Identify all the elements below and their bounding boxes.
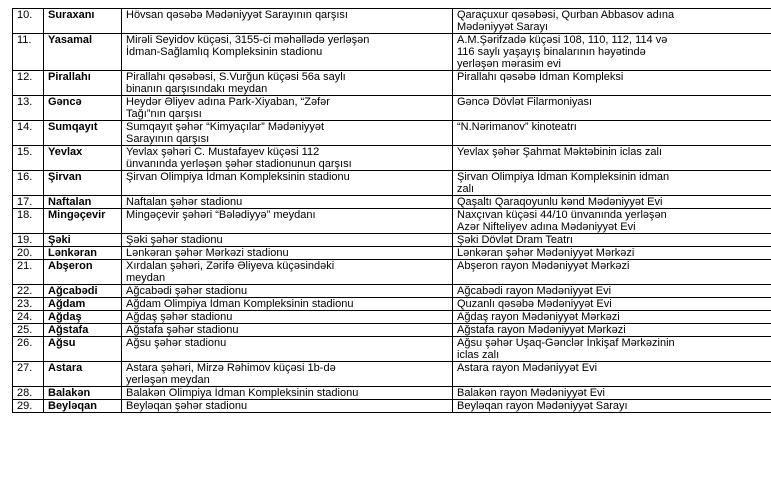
indoor-venue-cell: “N.Nərimanov” kinoteatrı — [453, 121, 771, 146]
indoor-venue-cell: Qaşaltı Qaraqoyunlu kənd Mədəniyyət Evi — [453, 196, 771, 209]
table-row — [13, 9, 771, 34]
city-name-cell: Astara — [44, 362, 122, 387]
city-name-cell: Ağdam — [44, 298, 122, 311]
city-name-cell: Beyləqan — [44, 400, 122, 413]
rally-place-cell: Sumqayıt şəhər “Kimyaçılar” Mədəniyyət Sarayının qarşısı — [122, 121, 453, 146]
table-row — [13, 324, 771, 337]
city-name-cell: Yasamal — [44, 34, 122, 71]
row-number-cell: 28. — [13, 387, 44, 400]
city-name-cell: Balakən — [44, 387, 122, 400]
row-number-cell: 22. — [13, 285, 44, 298]
rally-place-cell: Şirvan Olimpiya İdman Kompleksinin stadionu — [122, 171, 453, 196]
indoor-venue-cell: Ağcabədi rayon Mədəniyyət Evi — [453, 285, 771, 298]
row-number-cell: 15. — [13, 146, 44, 171]
table-row — [13, 71, 771, 96]
rally-place-cell: Mirəli Seyidov küçəsi, 3155-ci məhəllədə yerləşən İdman-Sağlamlıq Kompleksinin stadionu — [122, 34, 453, 71]
city-name-cell: Ağsu — [44, 337, 122, 362]
indoor-venue-cell: Beyləqan rayon Mədəniyyət Sarayı — [453, 400, 771, 413]
rally-place-cell: Lənkəran şəhər Mərkəzi stadionu — [122, 247, 453, 260]
rally-place-cell: Beyləqan şəhər stadionu — [122, 400, 453, 413]
city-name-cell: Lənkəran — [44, 247, 122, 260]
city-name-cell: Ağstafa — [44, 324, 122, 337]
city-name-cell: Gəncə — [44, 96, 122, 121]
row-number-cell: 13. — [13, 96, 44, 121]
table-row — [13, 362, 771, 387]
indoor-venue-cell: Astara rayon Mədəniyyət Evi — [453, 362, 771, 387]
city-name-cell: Şəki — [44, 234, 122, 247]
rally-place-cell: Astara şəhəri, Mirzə Rəhimov küçəsi 1b-də yerləşən meydan — [122, 362, 453, 387]
indoor-venue-cell: Qaraçuxur qəsəbəsi, Qurban Abbasov adına Mədəniyyət Sarayı — [453, 9, 771, 34]
rally-place-cell: Mingəçevir şəhəri “Bələdiyyə” meydanı — [122, 209, 453, 234]
table-row — [13, 337, 771, 362]
row-number-cell: 16. — [13, 171, 44, 196]
row-number-cell: 26. — [13, 337, 44, 362]
indoor-venue-cell: Quzanlı qəsəbə Mədəniyyət Evi — [453, 298, 771, 311]
city-name-cell: Yevlax — [44, 146, 122, 171]
table-row — [13, 96, 771, 121]
row-number-cell: 19. — [13, 234, 44, 247]
city-name-cell: Naftalan — [44, 196, 122, 209]
indoor-venue-cell: Balakən rayon Mədəniyyət Evi — [453, 387, 771, 400]
table-row — [13, 146, 771, 171]
indoor-venue-cell: Yevlax şəhər Şahmat Məktəbinin iclas zalı — [453, 146, 771, 171]
indoor-venue-cell: Gəncə Dövlət Filarmoniyası — [453, 96, 771, 121]
row-number-cell: 25. — [13, 324, 44, 337]
city-name-cell: Abşeron — [44, 260, 122, 285]
venues-table-body — [13, 9, 771, 413]
rally-place-cell: Xırdalan şəhəri, Zərifə Əliyeva küçəsindəki meydan — [122, 260, 453, 285]
rally-place-cell: Heydər Əliyev adına Park-Xiyaban, “Zəfər Tağı”nın qarşısı — [122, 96, 453, 121]
indoor-venue-cell: Abşeron rayon Mədəniyyət Mərkəzi — [453, 260, 771, 285]
rally-place-cell: Ağdam Olimpiya İdman Kompleksinin stadionu — [122, 298, 453, 311]
city-name-cell: Şirvan — [44, 171, 122, 196]
indoor-venue-cell: A.M.Şərifzadə küçəsi 108, 110, 112, 114 və 116 saylı yaşayış binalarının həyətində yerləşən mərasim evi — [453, 34, 771, 71]
rally-place-cell: Şəki şəhər stadionu — [122, 234, 453, 247]
indoor-venue-cell: Ağstafa rayon Mədəniyyət Mərkəzi — [453, 324, 771, 337]
row-number-cell: 17. — [13, 196, 44, 209]
rally-place-cell: Balakən Olimpiya İdman Kompleksinin stadionu — [122, 387, 453, 400]
table-row — [13, 171, 771, 196]
table-row — [13, 121, 771, 146]
city-name-cell: Suraxanı — [44, 9, 122, 34]
rally-place-cell: Naftalan şəhər stadionu — [122, 196, 453, 209]
table-row — [13, 247, 771, 260]
row-number-cell: 11. — [13, 34, 44, 71]
row-number-cell: 18. — [13, 209, 44, 234]
rally-place-cell: Ağdaş şəhər stadionu — [122, 311, 453, 324]
rally-place-cell: Ağstafa şəhər stadionu — [122, 324, 453, 337]
table-row — [13, 196, 771, 209]
city-name-cell: Pirallahı — [44, 71, 122, 96]
rally-place-cell: Pirallahı qəsəbəsi, S.Vurğun küçəsi 56a saylı binanın qarşısındakı meydan — [122, 71, 453, 96]
indoor-venue-cell: Ağdaş rayon Mədəniyyət Mərkəzi — [453, 311, 771, 324]
indoor-venue-cell: Lənkəran şəhər Mədəniyyət Mərkəzi — [453, 247, 771, 260]
row-number-cell: 20. — [13, 247, 44, 260]
row-number-cell: 12. — [13, 71, 44, 96]
row-number-cell: 10. — [13, 9, 44, 34]
city-name-cell: Ağdaş — [44, 311, 122, 324]
indoor-venue-cell: Şəki Dövlət Dram Teatrı — [453, 234, 771, 247]
venues-table — [12, 8, 771, 413]
indoor-venue-cell: Pirallahı qəsəbə İdman Kompleksi — [453, 71, 771, 96]
row-number-cell: 14. — [13, 121, 44, 146]
rally-place-cell: Ağcabədi şəhər stadionu — [122, 285, 453, 298]
table-row — [13, 400, 771, 413]
table-row — [13, 387, 771, 400]
table-row — [13, 311, 771, 324]
row-number-cell: 27. — [13, 362, 44, 387]
indoor-venue-cell: Naxçıvan küçəsi 44/10 ünvanında yerləşən Azər Nifteliyev adına Mədəniyyət Evi — [453, 209, 771, 234]
city-name-cell: Sumqayıt — [44, 121, 122, 146]
table-row — [13, 209, 771, 234]
table-row — [13, 234, 771, 247]
indoor-venue-cell: Ağsu şəhər Uşaq-Gənclər İnkişaf Mərkəzinin iclas zalı — [453, 337, 771, 362]
row-number-cell: 24. — [13, 311, 44, 324]
row-number-cell: 29. — [13, 400, 44, 413]
city-name-cell: Ağcabədi — [44, 285, 122, 298]
table-row — [13, 285, 771, 298]
table-row — [13, 34, 771, 71]
city-name-cell: Mingəçevir — [44, 209, 122, 234]
rally-place-cell: Ağsu şəhər stadionu — [122, 337, 453, 362]
table-row — [13, 260, 771, 285]
table-row — [13, 298, 771, 311]
indoor-venue-cell: Şirvan Olimpiya İdman Kompleksinin idman zalı — [453, 171, 771, 196]
row-number-cell: 21. — [13, 260, 44, 285]
rally-place-cell: Hövsan qəsəbə Mədəniyyət Sarayının qarşısı — [122, 9, 453, 34]
row-number-cell: 23. — [13, 298, 44, 311]
rally-place-cell: Yevlax şəhəri C. Mustafayev küçəsi 112 ünvanında yerləşən şəhər stadionunun qarşısı — [122, 146, 453, 171]
